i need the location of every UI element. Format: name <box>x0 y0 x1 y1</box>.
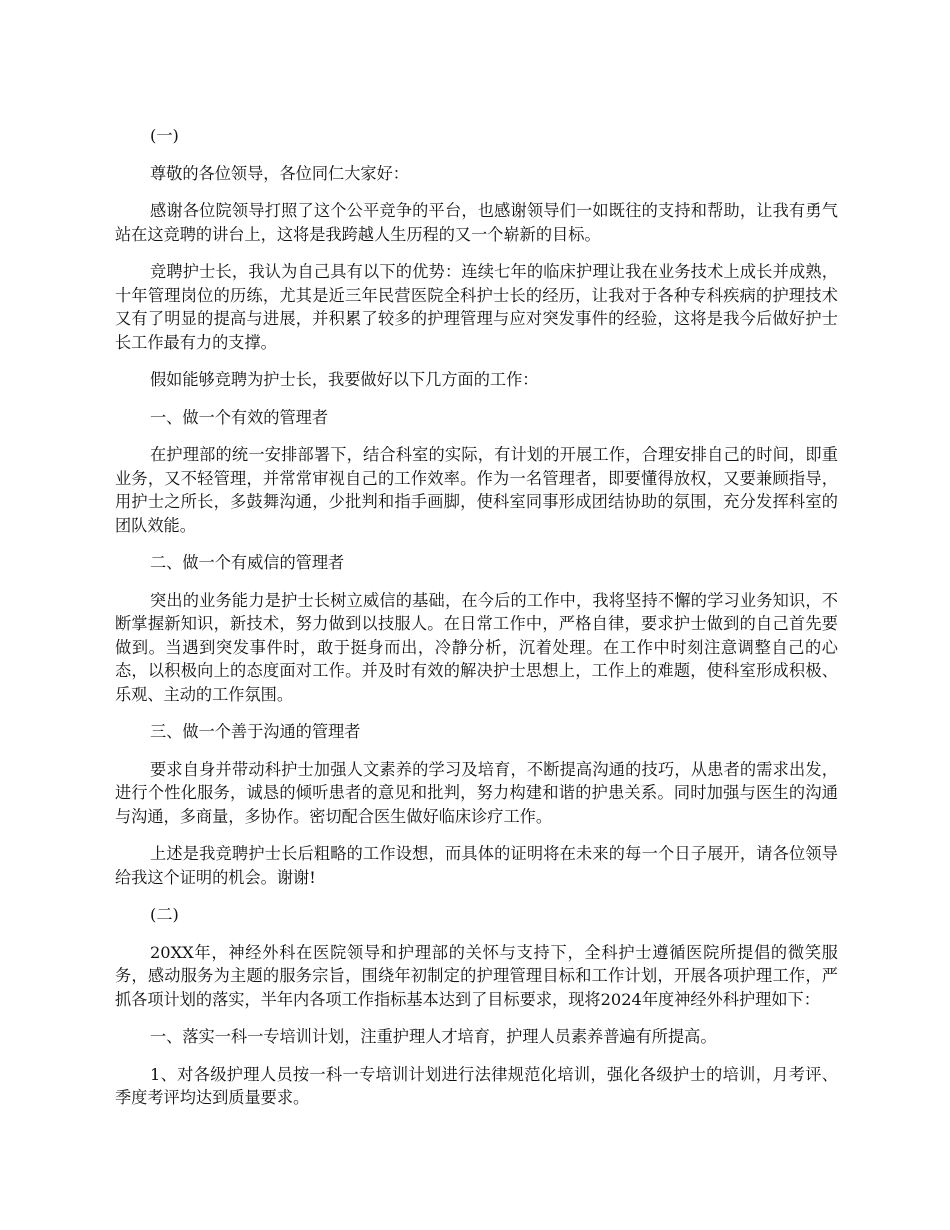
paragraph-thanks: 感谢各位院领导打照了这个公平竞争的平台，也感谢领导们一如既往的支持和帮助，让我有勇气站在这竞聘的讲台上，这将是我跨越人生历程的又一个崭新的目标。 <box>115 201 838 244</box>
paragraph-prestige-manager: 突出的业务能力是护士长树立威信的基础，在今后的工作中，我将坚持不懈的学习业务知识，不断掌握新知识，新技术，努力做到以技服人。在日常工作中，严格自律，要求护士做到的自己首先要做到。当遇到突发事件时，敢于挺身而出，冷静分析，沉着处理。在工作中时刻注意调整自己的心态，以积极向上的态度面对工作。并及时有效的解决护士思想上，工作上的难题，使科室形成积极、乐观、主动的工作氛围。 <box>115 590 838 704</box>
paragraph-effective-manager: 在护理部的统一安排部署下，结合科室的实际，有计划的开展工作，合理安排自己的时间，即重业务，又不轻管理，并常常审视自己的工作效率。作为一名管理者，即要懂得放权，又要兼顾指导，用护士之所长，多鼓舞沟通，少批判和指手画脚，使科室同事形成团结协助的氛围，充分发挥科室的团队效能。 <box>115 445 838 535</box>
paragraph-summary: 20XX年，神经外科在医院领导和护理部的关怀与支持下，全科护士遵循医院所提倡的微笑服务，感动服务为主题的服务宗旨，围绕年初制定的护理管理目标和工作计划，开展各项护理工作，严抓各项计划的落实，半年内各项工作指标基本达到了目标要求，现将2024年度神经外科护理如下： <box>115 942 838 1009</box>
paragraph-communication-manager: 要求自身并带动科护士加强人文素养的学习及培育，不断提高沟通的技巧，从患者的需求出发，进行个性化服务，诚恳的倾听患者的意见和批判，努力构建和谐的护患关系。同时加强与医生的沟通与沟通，多商量，多协作。密切配合医生做好临床诊疗工作。 <box>115 759 838 826</box>
paragraph-closing: 上述是我竞聘护士长后粗略的工作设想，而具体的证明将在未来的每一个日子展开，请各位领导给我这个证明的机会。谢谢! <box>115 844 838 887</box>
salutation: 尊敬的各位领导，各位同仁大家好： <box>150 163 409 183</box>
paragraph-training-item-1: 1、对各级护理人员按一科一专培训计划进行法律规范化培训，强化各级护士的培训，月考评、季度考评均达到质量要求。 <box>115 1064 838 1107</box>
paragraph-advantages: 竞聘护士长，我认为自己具有以下的优势：连续七年的临床护理让我在业务技术上成长并成熟，十年管理岗位的历练，尤其是近三年民营医院全科护士长的经历，让我对于各种专科疾病的护理技术又有了明显的提高与进展，并积累了较多的护理管理与应对突发事件的经验，这将是我今后做好护士长工作最有力的支撑。 <box>115 262 838 352</box>
paragraph-plan-intro: 假如能够竞聘为护士长，我要做好以下几方面的工作： <box>150 370 539 389</box>
subheading-prestige-manager: 二、做一个有威信的管理者 <box>150 553 345 572</box>
subheading-training-plan: 一、落实一科一专培训计划，注重护理人才培育，护理人员素养普遍有所提高。 <box>150 1027 717 1046</box>
subheading-communication-manager: 三、做一个善于沟通的管理者 <box>150 722 361 741</box>
subheading-effective-manager: 一、做一个有效的管理者 <box>150 407 329 427</box>
section-heading-1: (一) <box>150 126 179 145</box>
section-heading-2: (二) <box>150 905 179 924</box>
